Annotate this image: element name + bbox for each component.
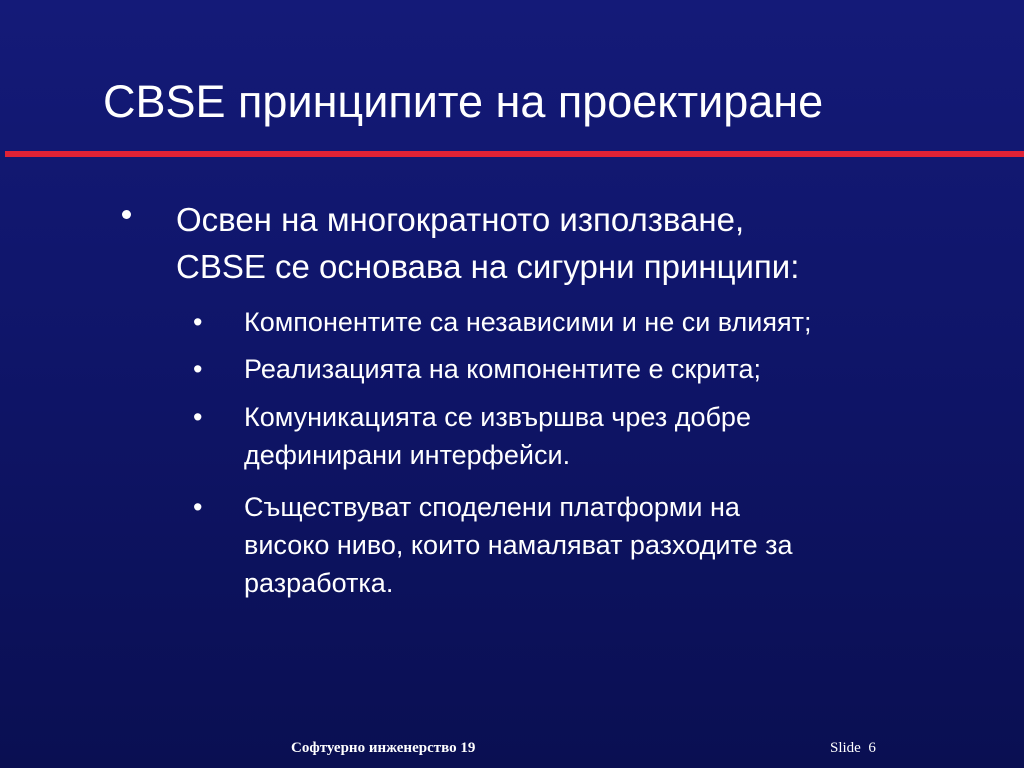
sub-bullet-line: Комуникацията се извършва чрез добре: [244, 402, 751, 432]
footer-slide-label: Slide: [830, 740, 861, 756]
sub-bullet-item: [244, 303, 1004, 341]
sub-bullet-line: разработка.: [244, 568, 394, 598]
sub-bullet-item: [244, 398, 1004, 474]
footer-course-title: Софтуерно инженерство 19: [291, 740, 476, 756]
main-bullet-line-2: CBSE се основава на сигурни принципи:: [176, 248, 800, 285]
footer-slide-number: [830, 738, 876, 758]
title-divider: [5, 151, 1024, 157]
sub-bullet-line: дефинирани интерфейси.: [244, 440, 571, 470]
sub-bullet-line: Реализацията на компонентите е скрита;: [244, 354, 761, 384]
footer-slide-value: 6: [868, 740, 876, 756]
sub-bullet-line: Компонентите са независими и не си влияят;: [244, 307, 812, 337]
sub-bullet-item: [244, 488, 1004, 602]
sub-bullet-line: високо ниво, които намаляват разходите за: [244, 530, 793, 560]
slide-title: CBSE принципите на проектиране: [103, 76, 824, 127]
main-bullet-text: [176, 196, 996, 290]
sub-bullet-dot-icon: •: [193, 402, 203, 432]
sub-bullet-dot-icon: •: [193, 354, 203, 384]
sub-bullet-line: Съществуват споделени платформи на: [244, 492, 740, 522]
sub-bullet-dot-icon: •: [193, 307, 203, 337]
main-bullet-dot-icon: [122, 210, 131, 219]
main-bullet-line-1: Освен на многократното използване,: [176, 201, 745, 238]
sub-bullet-item: [244, 350, 1004, 388]
sub-bullet-dot-icon: •: [193, 492, 203, 522]
